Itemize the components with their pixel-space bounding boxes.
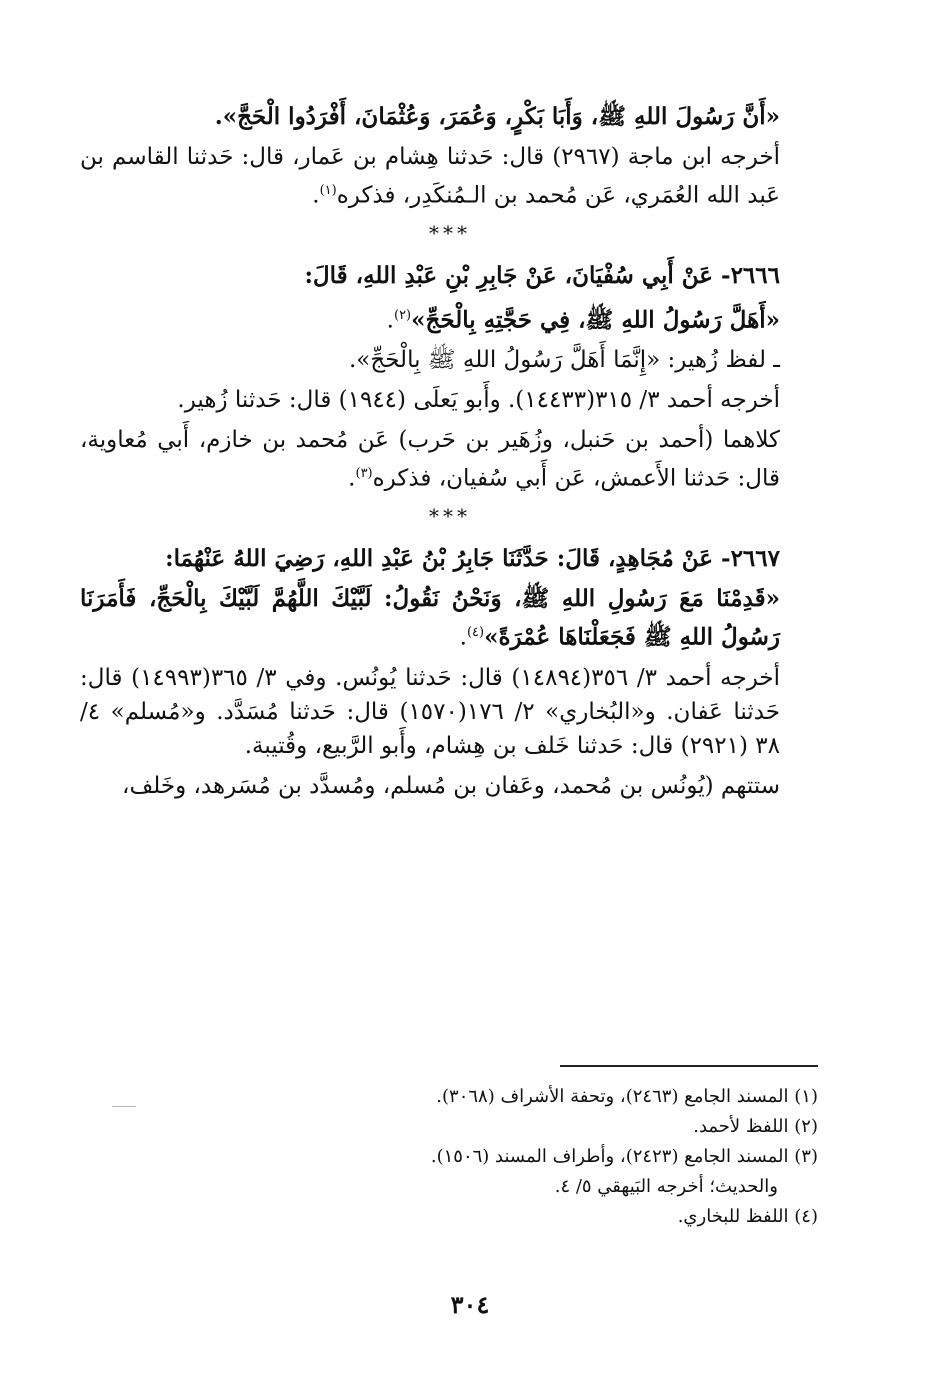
footnote-3: (٣) المسند الجامع (٢٤٢٣)، وأطراف المسند (١٥٠٦).: [430, 1146, 818, 1167]
footnote-ref: (٢): [393, 307, 412, 323]
footnote-ref: (٤): [466, 624, 485, 640]
hadith-matn: «قَدِمْنَا مَعَ رَسُولِ اللهِ ﷺ، وَنَحْنُ نَقُولُ: لَبَّيْكَ اللَّهُمَّ لَبَّيْكَ بِالْحَجِّ، فَأَمَرَنَا رَسُولُ اللهِ ﷺ فَجَعَلْنَاهَا عُمْرَةً»: [80, 584, 780, 651]
takhrij-text: أخرجه ابن ماجة (٢٩٦٧) قال: حَدثنا هِشام بن عَمار، قال: حَدثنا القاسم بن عَبد الله العُمَري، عَن مُحمد بن الـمُنكَدِر، فذكره: [80, 144, 780, 209]
page-number: ٣٠٤: [450, 1290, 490, 1319]
footnote-3-continuation: والحديث؛ أخرجه البَيهقي ٥/ ٤.: [554, 1176, 778, 1197]
takhrij-2666-a: أخرجه أحمد ٣/ ٣١٥(١٤٤٣٣). وأَبو يَعلَى (١٩٤٤) قال: حَدثنا زُهير.: [177, 387, 780, 414]
takhrij-2665: أخرجه ابن ماجة (٢٩٦٧) قال: حَدثنا هِشام بن عَمار، قال: حَدثنا القاسم بن عَبد الله العُمَري، عَن مُحمد بن الـمُنكَدِر، فذكره$^{(١)}$.: [80, 144, 780, 209]
takhrij-2667-b: ستتهم (يُونُس بن مُحمد، وعَفان بن مُسلم، ومُسدَّد بن مُسَرهد، وخَلف،: [122, 772, 780, 799]
hadith-heading-2667: ٢٦٦٧- عَنْ مُجَاهِدٍ، قَالَ: حَدَّثَنَا جَابِرُ بْنُ عَبْدِ اللهِ، رَضِيَ اللهُ عَنْهُمَا:: [165, 544, 780, 572]
footnote-2: (٢) اللفظ لأحمد.: [693, 1116, 818, 1137]
hadith-heading-2666: ٢٦٦٦- عَنْ أَبِي سُفْيَانَ، عَنْ جَابِرِ بْنِ عَبْدِ اللهِ، قَالَ:: [304, 261, 780, 289]
footnote-1: (١) المسند الجامع (٢٤٦٣)، وتحفة الأشراف (٣٠٦٨).: [436, 1086, 818, 1107]
section-separator: ***: [429, 503, 471, 528]
hadith-matn-2666: «أَهَلَّ رَسُولُ اللهِ ﷺ، فِي حَجَّتِهِ بِالْحَجِّ»$^{(٢)}$.: [386, 306, 780, 334]
footnote-separator: [560, 1065, 818, 1067]
hadith-matn: «أَهَلَّ رَسُولُ اللهِ ﷺ، فِي حَجَّتِهِ بِالْحَجِّ»: [411, 306, 780, 334]
takhrij-2666-b: كلاهما (أحمد بن حَنبل، وزُهَير بن حَرب) عَن مُحمد بن خازم، أَبي مُعاوية، قال: حَدثنا الأَعمش، عَن أَبي سُفيان، فذكره$^{(٣)}$.: [80, 427, 780, 492]
section-separator: ***: [429, 220, 471, 245]
hadith-matn: «أَنَّ رَسُولَ اللهِ ﷺ، وَأَبَا بَكْرٍ، وَعُمَرَ، وَعُثْمَانَ، أَفْرَدُوا الْحَجَّ».: [214, 103, 780, 130]
footnote-4: (٤) اللفظ للبخاري.: [677, 1206, 818, 1227]
lafz-zuhair: ـ لفظ زُهير: «إِنَّمَا أَهَلَّ رَسُولُ اللهِ ﷺ بِالْحَجِّ».: [348, 347, 780, 374]
takhrij-text: كلاهما (أحمد بن حَنبل، وزُهَير بن حَرب) عَن مُحمد بن خازم، أَبي مُعاوية، قال: حَدثنا الأَعمش، عَن أَبي سُفيان، فذكره: [80, 427, 780, 492]
hadith-text-2665-end: [80, 100, 820, 134]
page-body: [80, 100, 820, 809]
hadith-matn-2667: «قَدِمْنَا مَعَ رَسُولِ اللهِ ﷺ، وَنَحْنُ نَقُولُ: لَبَّيْكَ اللَّهُمَّ لَبَّيْكَ بِالْحَجِّ، فَأَمَرَنَا رَسُولُ اللهِ ﷺ فَجَعَلْنَاهَا عُمْرَةً»$^{(٤)}$.: [80, 584, 780, 651]
footnote-ref: (١): [319, 183, 337, 198]
takhrij-2667-a: أخرجه أحمد ٣/ ٣٥٦(١٤٨٩٤) قال: حَدثنا يُونُس. وفي ٣/ ٣٦٥(١٤٩٩٣) قال: حَدثنا عَفان. و«البُخاري» ٢/ ١٧٦(١٥٧٠) قال: حَدثنا مُسَدَّد. و«مُسلم» ٤/ ٣٨ (٢٩٢١) قال: حَدثنا خَلف بن هِشام، وأَبو الرَّبيع، وقُتيبة.: [80, 664, 781, 759]
footnotes: [80, 1082, 818, 1232]
footnote-ref: (٣): [355, 466, 373, 482]
